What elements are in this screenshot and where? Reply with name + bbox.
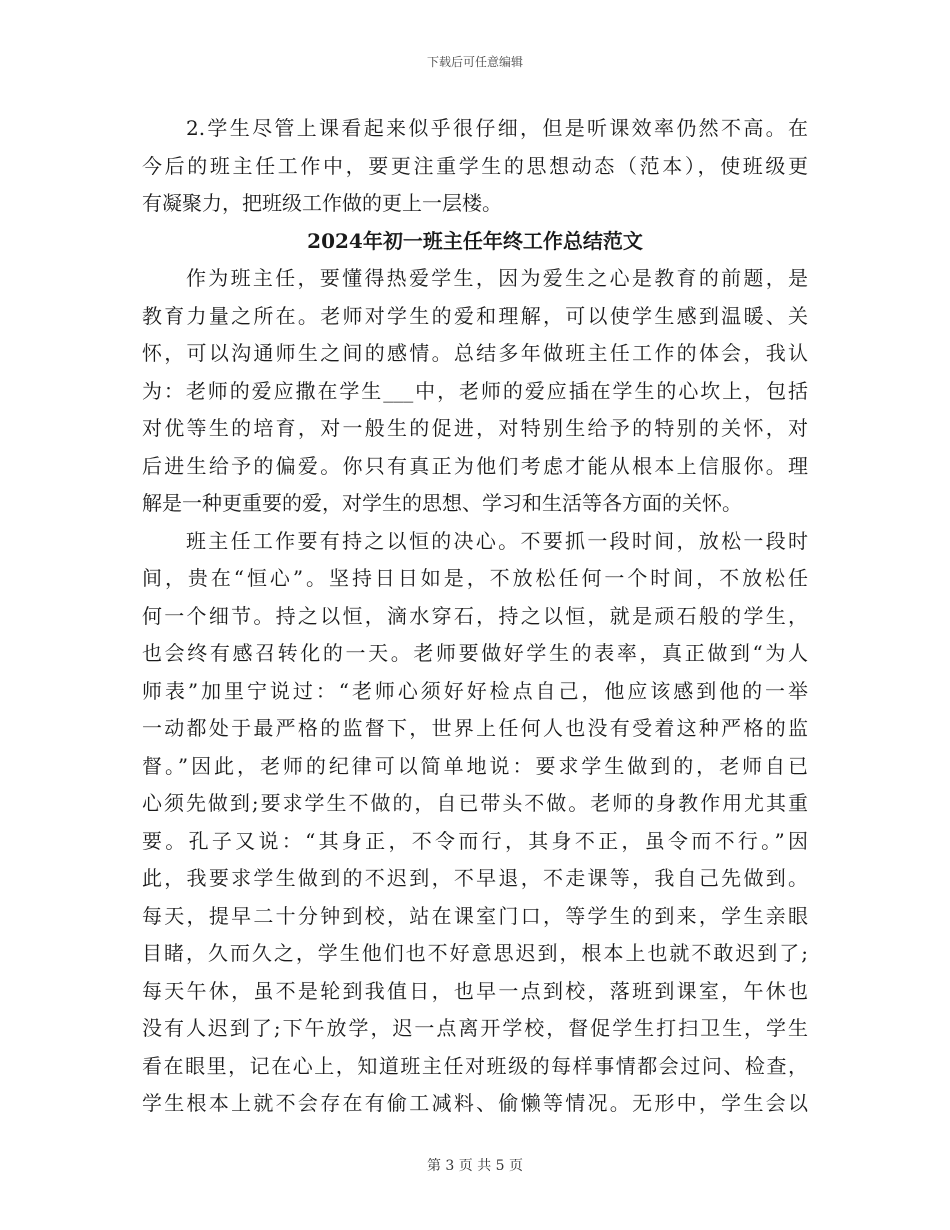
- text-line: 此，我要求学生做到的不迟到，不早退，不走课等，我自己先做到。: [142, 866, 808, 890]
- text-line: 班主任工作要有持之以恒的决心。不要抓一段时间，放松一段时: [186, 529, 808, 553]
- text-line: 作为班主任，要懂得热爱学生，因为爱生之心是教育的前题，是: [186, 266, 808, 290]
- text-line: 看在眼里，记在心上，知道班主任对班级的每样事情都会过问、检查，: [142, 1054, 808, 1078]
- text-line: 没有人迟到了;下午放学，迟一点离开学校，督促学生打扫卫生，学生: [142, 1016, 808, 1040]
- text-line: 每天，提早二十分钟到校，站在课室门口，等学生的到来，学生亲眼: [142, 904, 808, 928]
- text-line: 为：老师的爱应撒在学生___中，老师的爱应插在学生的心坎上，包括: [142, 379, 808, 403]
- text-line: 学生根本上就不会存在有偷工减料、偷懒等情况。无形中，学生会以: [142, 1091, 808, 1115]
- text-line: 间，贵在“恒心”。坚持日日如是，不放松任何一个时间，不放松任: [142, 566, 808, 590]
- text-line: 有凝聚力，把班级工作做的更上一层楼。: [142, 191, 502, 215]
- text-line: 后进生给予的偏爱。你只有真正为他们考虑才能从根本上信服你。理: [142, 454, 808, 478]
- text-line: 一动都处于最严格的监督下，世界上任何人也没有受着这种严格的监: [142, 716, 808, 740]
- text-line: 督。”因此，老师的纪律可以简单地说：要求学生做到的，老师自已: [142, 754, 808, 778]
- text-line: 对优等生的培育，对一般生的促进，对特别生给予的特别的关怀，对: [142, 416, 808, 440]
- text-line: 今后的班主任工作中，要更注重学生的思想动态（范本），使班级更: [142, 154, 808, 178]
- text-line: 要。孔子又说：“其身正，不令而行，其身不正，虽令而不行。”因: [142, 829, 808, 853]
- text-line: 也会终有感召转化的一天。老师要做好学生的表率，真正做到“为人: [142, 641, 808, 665]
- text-line: 心须先做到;要求学生不做的，自已带头不做。老师的身教作用尤其重: [142, 791, 808, 815]
- text-line: 怀，可以沟通师生之间的感情。总结多年做班主任工作的体会，我认: [142, 341, 808, 365]
- text-line: 师表”加里宁说过：“老师心须好好检点自己，他应该感到他的一举: [142, 679, 808, 703]
- text-line: 解是一种更重要的爱，对学生的思想、学习和生活等各方面的关怀。: [142, 491, 742, 515]
- section-title: 2024年初一班主任年终工作总结范文: [307, 229, 643, 253]
- page-header: 下载后可任意编辑: [426, 55, 523, 69]
- text-line: 目睹，久而久之，学生他们也不好意思迟到，根本上也就不敢迟到了;: [142, 941, 808, 965]
- page-number: 第 3 页 共 5 页: [426, 1158, 524, 1174]
- text-line: 2.学生尽管上课看起来似乎很仔细，但是听课效率仍然不高。在: [186, 116, 808, 140]
- text-line: 何一个细节。持之以恒，滴水穿石，持之以恒，就是顽石般的学生，: [142, 604, 808, 628]
- text-line: 教育力量之所在。老师对学生的爱和理解，可以使学生感到温暖、关: [142, 304, 808, 328]
- text-line: 每天午休，虽不是轮到我值日，也早一点到校，落班到课室，午休也: [142, 979, 808, 1003]
